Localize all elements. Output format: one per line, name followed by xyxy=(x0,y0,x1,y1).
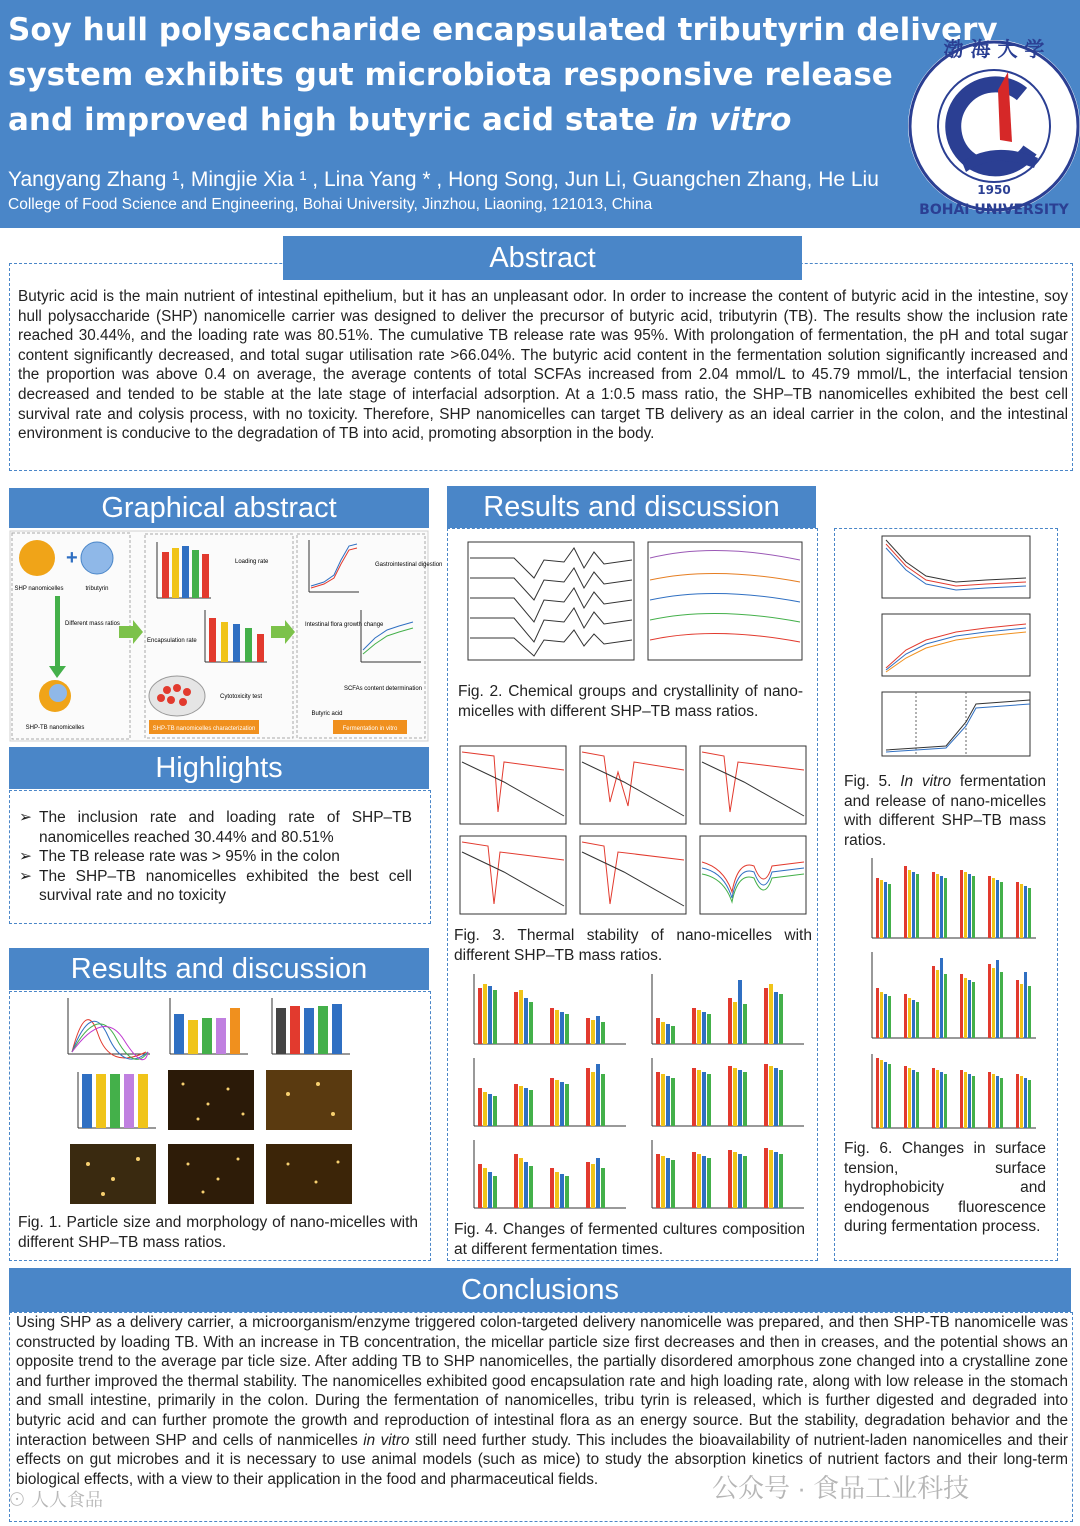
fig1-panel-d-bars xyxy=(78,1072,156,1128)
fig2-caption: Fig. 2. Chemical groups and crystallinity of nano-micelles with different SHP–TB mass ratios. xyxy=(458,683,803,720)
fig3-tga-panel xyxy=(460,746,566,824)
abstract-heading: Abstract xyxy=(283,236,802,280)
title-line-3-main: and improved high butyric acid state xyxy=(8,102,666,138)
svg-text:+: + xyxy=(66,547,78,569)
logo-year: 1950 xyxy=(977,183,1011,197)
poster-title xyxy=(8,8,1018,143)
fig1-micrograph xyxy=(168,1144,254,1204)
fig3-thermal xyxy=(454,742,810,920)
highlights-heading: Highlights xyxy=(9,747,429,789)
fig1-panel-a-size-distribution xyxy=(68,998,150,1060)
ga-label-shp-tb: SHP-TB nanomicelles xyxy=(25,725,85,731)
ga-label-butyric: Butyric acid xyxy=(311,711,343,717)
fig3-tga-panel xyxy=(580,746,686,824)
ga-label-flora: Intestinal flora growth change xyxy=(305,622,384,628)
fig1-micrograph xyxy=(70,1144,156,1204)
fig4-panel-e xyxy=(474,1140,626,1208)
ga-label-scfa: SCFAs content determination xyxy=(343,686,423,692)
fig5-caption-prefix: Fig. 5. xyxy=(844,773,901,790)
fig3-dsc-panel xyxy=(700,836,806,914)
graphical-abstract-heading: Graphical abstract xyxy=(9,488,429,528)
highlight-item: ➢ The inclusion rate and loading rate of SHP–TB nanomicelles reached 30.44% and 80.51% xyxy=(19,808,412,847)
fig3-tga-panel xyxy=(460,836,566,914)
conclusions-heading: Conclusions xyxy=(9,1268,1071,1312)
watermark-right: 公众号 · 食品工业科技 xyxy=(712,1473,970,1503)
abstract-text: Butyric acid is the main nutrient of intestinal epithelium, but it has an unpleasant odor. In order to increase the content of butyric acid in the intestine, soy hull polysaccharide (SHP) nanomicelle carrier was designed to deliver the precursor of butyric acid, tributyrin (TB). The results show the inclusion rate reached 30.44%, and the loading rate was 80.51%. The cumulative TB release rate was 95%. With prolongation of fermentation, the pH and total sugar content significantly decreased, and total sugar utilisation rate >66.04%. The butyric acid content in the fermentation solution significantly increased and the proportion was above 0.4 on average, the average contents of total SCFAs increased from 2.04 mmol/L to 45.79 mmol/L, the interfacial tension decreased and tended to be stable at the late stage of interfacial adsorption. At a 1:0.5 mass ratio, the SHP–TB nanomicelles exhibited the best cell survival rate and colysis process, with no toxicity. Therefore, SHP nanomicelles can target TB delivery as an ideal carrier in the colon, and the intestinal environment is conducive to the degradation of TB into acid, promoting absorption in the body. xyxy=(18,288,1068,443)
fig5-caption-italic: In vitro xyxy=(900,773,952,790)
highlight-item: ➢ The TB release rate was > 95% in the colon xyxy=(19,847,412,867)
fig6-panel-b xyxy=(872,952,1036,1038)
fig5-panel-c-release xyxy=(882,692,1030,756)
fig5-caption-rest: fermentation and release of nano-micelles with different SHP–TB mass ratios. xyxy=(844,773,1046,849)
fig3-tga-panel xyxy=(700,746,806,824)
affiliation: College of Food Science and Engineering, Bohai University, Jinzhou, Liaoning, 121013, China xyxy=(8,196,653,213)
tributyrin-icon xyxy=(81,542,113,574)
fig4-panel-d xyxy=(652,1058,804,1126)
fig5-fermentation xyxy=(846,532,1042,770)
conclusions-text-a: Using SHP as a delivery carrier, a microorganism/enzyme triggered colon-targeted delivery nanomicelle was prepared, and then SHP-TB nanomicelle was constructed by loading TB. With an increase in TB concentration, the micellar particle size first decreases and then in creases, and the potential shows an opposite trend to the average par ticle size. After adding TB to SHP nanomicelles, the partially disordered amorphous zone changed into a crystalline zone and further improved the thermal stability. The nanomicelles exhibited good encapsulation rate and high loading rate, along with low release in the stomach and small intestine, primarily in the colon. During the fermentation of nanomicelles, tribu tyrin is released, which is further digested and degraded into butyric acid and can further promote the growth and reproduction of intestinal flora as an energy source. But the stability, degradation behavior and the interaction between SHP and cells of nanmicelles xyxy=(16,1314,1068,1449)
poster-header xyxy=(0,0,1080,228)
fig1-caption: Fig. 1. Particle size and morphology of nano-micelles with different SHP–TB mass ratios. xyxy=(18,1214,418,1251)
conclusions-italic: in vitro xyxy=(363,1431,410,1449)
fig5-caption xyxy=(844,772,1046,850)
fig6-caption: Fig. 6. Changes in surface tension, surface hydrophobicity and endogenous fluorescence during fermentation process. xyxy=(844,1140,1046,1236)
ga-label-fermentation: Fermentation in vitro xyxy=(342,726,398,732)
shp-nanomicelle-icon xyxy=(19,540,55,576)
ga-label-shp: SHP nanomicelles xyxy=(14,586,64,592)
fig4-panel-a xyxy=(474,974,626,1044)
title-italic: in vitro xyxy=(665,102,792,138)
fig1-micrograph xyxy=(266,1070,352,1130)
author-list: Yangyang Zhang ¹, Mingjie Xia ¹ , Lina Yang * , Hong Song, Jun Li, Guangchen Zhang, He Liu xyxy=(8,168,879,191)
ga-label-tb: tributyrin xyxy=(85,586,109,592)
title-line-1: Soy hull polysaccharide encapsulated tributyrin delivery xyxy=(8,12,998,48)
logo-chinese-text: 渤 海 大 学 xyxy=(943,37,1045,61)
conclusions-text-c: still need further study. This includes the bioavailability of nutrient-laden nanomicelles and their effects on gut microbes and it is necessary to use animal models (such as mice) to study the absorption kinetics of nutrient factors and their long-term biological effects, with a view to their application in the food and pharmaceutical fields. xyxy=(16,1431,1068,1488)
fig1-micrograph xyxy=(168,1070,254,1130)
results-mid-heading: Results and discussion xyxy=(447,486,816,528)
bohai-university-logo xyxy=(902,22,1080,222)
fig6-surface-tension xyxy=(846,854,1042,1132)
fig1-panel-c-bars xyxy=(272,998,350,1054)
fig5-panel-a-ph xyxy=(882,536,1030,598)
fig1-micrograph xyxy=(266,1144,352,1204)
fig6-panel-a xyxy=(872,858,1036,938)
ga-label-mass-ratios: Different mass ratios xyxy=(65,621,120,627)
ga-label-characterization: SHP-TB nanomicelles characterization xyxy=(152,726,256,732)
fig4-caption: Fig. 4. Changes of fermented cultures composition at different fermentation times. xyxy=(454,1221,805,1258)
watermark-left: ⊙ 人人食品 xyxy=(8,1490,104,1510)
fig1-panel-b-bars xyxy=(170,998,248,1054)
results-left-heading: Results and discussion xyxy=(9,948,429,990)
fig5-panel-b xyxy=(882,614,1030,676)
fig2-spectra xyxy=(454,538,810,678)
ga-label-encapsulation: Encapsulation rate xyxy=(147,638,197,644)
fig1-panels xyxy=(58,994,358,1206)
title-line-3 xyxy=(8,98,1018,143)
highlights-list xyxy=(19,808,412,906)
ga-label-gi-digestion: Gastrointestinal digestion xyxy=(375,562,443,568)
logo-english-text: BOHAI UNIVERSITY xyxy=(919,202,1069,218)
fig4-panel-b xyxy=(652,974,804,1044)
ga-label-loading: Loading rate xyxy=(235,559,269,565)
fig6-panel-c xyxy=(872,1054,1036,1128)
conclusions-text xyxy=(16,1313,1068,1489)
highlight-item: ➢ The SHP–TB nanomicelles exhibited the best cell survival rate and no toxicity xyxy=(19,867,412,906)
fig3-caption: Fig. 3. Thermal stability of nano-micelles with different SHP–TB mass ratios. xyxy=(454,927,812,964)
fig4-panel-f xyxy=(652,1140,804,1208)
graphical-abstract-figure xyxy=(9,530,443,742)
fig4-bar-panels xyxy=(456,968,808,1212)
ga-label-cytotoxicity: Cytotoxicity test xyxy=(219,694,263,700)
fig4-panel-c xyxy=(474,1058,626,1126)
fig3-tga-panel xyxy=(580,836,686,914)
title-line-2: system exhibits gut microbiota responsive release xyxy=(8,57,893,93)
